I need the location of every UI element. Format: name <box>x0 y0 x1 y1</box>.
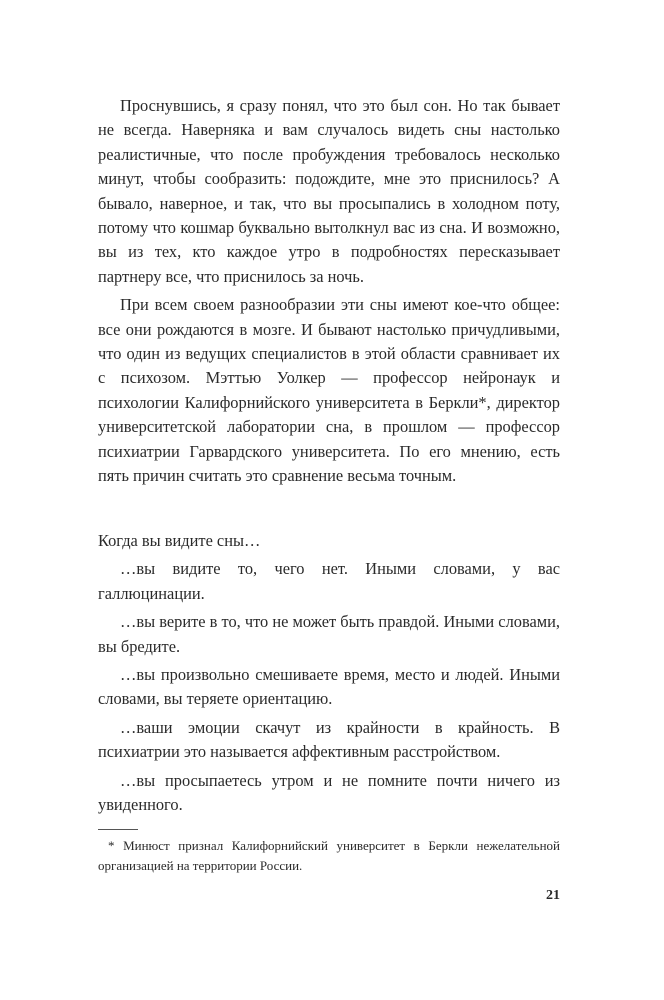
main-text <box>98 94 560 489</box>
dream-list <box>98 529 560 817</box>
list-item-3: …вы произвольно смешиваете время, место и людей. Иными словами, вы теряете ориентацию. <box>98 665 560 709</box>
footnote: * Минюст признал Калифорнийский университет в Беркли нежелательной организацией на территории России. <box>98 838 560 873</box>
list-item-1: …вы видите то, чего нет. Иными словами, у вас галлюцинации. <box>98 559 560 603</box>
list-intro: Когда вы видите сны… <box>98 531 261 550</box>
list-item-4: …ваши эмоции скачут из крайности в крайность. В психиатрии это называется аффективным расстройством. <box>98 717 560 762</box>
paragraph-2: При всем своем разнообразии эти сны имеют кое-что общее: все они рождаются в мозге. И бывают настолько причудливыми, что один из ведущих специалистов в этой области сравнивает их с психозом. Мэттью Уолкер — профессор нейронаук и психологии Калифорнийского университета в Беркли*, директор университетской лаборатории сна, в прошлом — профессор психиатрии Гарвардского университета. По его мнению, есть пять причин считать это сравнение весьма точным. <box>98 295 560 486</box>
list-item-2: …вы верите в то, что не может быть правдой. Иными словами, вы бредите. <box>98 612 560 656</box>
paragraph-1: Проснувшись, я сразу понял, что это был сон. Но так бывает не всегда. Наверняка и вам случалось видеть сны настолько реалистичные, что после пробуждения требовалось несколько минут, чтобы сообразить: подождите, мне это приснилось? А бывало, наверное, и так, что вы просыпались в холодном поту, потому что кошмар буквально вытолкнул вас из сна. И возможно, вы из тех, кто каждое утро в подробностях пересказывает партнеру все, что приснилось за ночь. <box>98 96 560 286</box>
page-number: 21 <box>546 888 560 903</box>
list-item-5: …вы просыпаетесь утром и не помните почти ничего из увиденного. <box>98 770 560 815</box>
footnote-divider <box>98 829 138 830</box>
